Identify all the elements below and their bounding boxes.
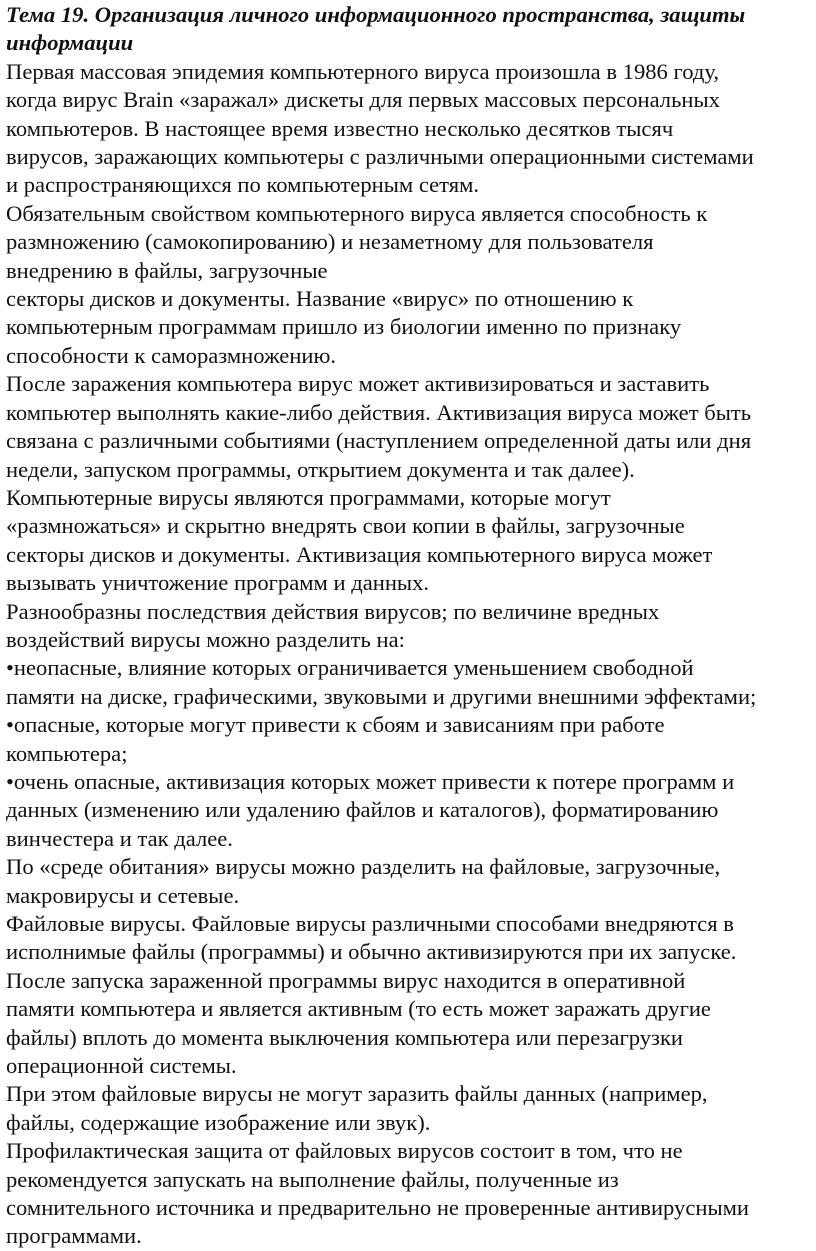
paragraph [6,370,808,484]
text-line: •неопасные, влияние которых ограничивается уменьшением свободной [6,655,694,681]
text-line: компьютера; [6,740,128,766]
text-line: •опасные, которые могут привести к сбоям и зависаниям при работе [6,712,665,738]
paragraph [6,654,808,711]
text-line: данных (изменению или удалению файлов и каталогов), форматированию [6,797,719,823]
text-line: памяти на диске, графическими, звуковыми и другими внешними эффектами; [6,683,757,709]
paragraph [6,711,808,768]
text-line: внедрению в файлы, загрузочные [6,257,328,283]
text-line: когда вирус Brain «заражал» дискеты для первых массовых персональных [6,87,720,113]
text-line: файлы) вплоть до момента выключения компьютера или перезагрузки [6,1024,684,1050]
paragraph [6,768,808,853]
text-line: вызывать уничтожение программ и данных. [6,570,430,596]
text-line: макровирусы и сетевые. [6,882,240,908]
text-line: По «среде обитания» вирусы можно разделить на файловые, загрузочные, [6,854,721,880]
text-line: Профилактическая защита от файловых вирусов состоит в том, что не [6,1138,683,1164]
text-line: Обязательным свойством компьютерного вируса является способность к [6,200,708,226]
text-line: вирусов, заражающих компьютеры с различными операционными системами [6,144,754,170]
text-line: и распространяющихся по компьютерным сетям. [6,172,480,198]
paragraph [6,1137,808,1251]
text-line: связана с различными событиями (наступлением определенной даты или дня [6,428,752,454]
paragraph [6,910,808,967]
text-line: воздействий вирусы можно разделить на: [6,626,405,652]
paragraph [6,58,808,200]
text-line: операционной системы. [6,1053,237,1079]
text-line: секторы дисков и документы. Активизация компьютерного вируса может [6,541,713,567]
text-line: рекомендуется запускать на выполнение файлы, полученные из [6,1166,619,1192]
paragraph [6,1080,808,1137]
text-line: После заражения компьютера вирус может активизироваться и заставить [6,371,710,397]
text-line: секторы дисков и документы. Название «вирус» по отношению к [6,286,634,312]
text-line: компьютерным программам пришло из биологии именно по признаку [6,314,682,340]
text-line: недели, запуском программы, открытием документа и так далее). [6,456,635,482]
text-line: винчестера и так далее. [6,825,233,851]
paragraph [6,853,808,910]
text-line: сомнительного источника и предварительно не проверенные антивирусными [6,1195,750,1221]
text-line: исполнимые файлы (программы) и обычно активизируются при их запуске. [6,939,737,965]
document-title [6,1,808,58]
paragraph [6,200,808,370]
title-line: Тема 19. Организация личного информационного пространства, защиты [6,2,746,27]
text-line: «размножаться» и скрытно внедрять свои копии в файлы, загрузочные [6,513,685,539]
text-line: способности к саморазмножению. [6,342,337,368]
text-line: При этом файловые вирусы не могут заразить файлы данных (например, [6,1081,708,1107]
text-line: программами. [6,1223,142,1249]
paragraph [6,484,808,598]
text-line: размножению (самокопированию) и незаметному для пользователя [6,229,654,255]
title-line: информации [6,30,134,56]
text-line: Компьютерные вирусы являются программами, которые могут [6,484,611,510]
text-line: •очень опасные, активизация которых может привести к потере программ и [6,768,735,794]
paragraph [6,967,808,1081]
text-line: Первая массовая эпидемия компьютерного вируса произошла в 1986 году, [6,58,720,84]
text-line: Разнообразны последствия действия вирусов; по величине вредных [6,598,660,624]
text-line: компьютер выполнять какие-либо действия. Активизация вируса может быть [6,399,752,425]
text-line: Файловые вирусы. Файловые вирусы различными способами внедряются в [6,911,734,936]
document-body [6,58,808,1251]
text-line: файлы, содержащие изображение или звук). [6,1109,431,1135]
text-line: памяти компьютера и является активным (то есть может заражать другие [6,996,711,1022]
paragraph [6,598,808,655]
text-line: компьютеров. В настоящее время известно несколько десятков тысяч [6,115,674,141]
text-line: После запуска зараженной программы вирус находится в оперативной [6,967,686,993]
